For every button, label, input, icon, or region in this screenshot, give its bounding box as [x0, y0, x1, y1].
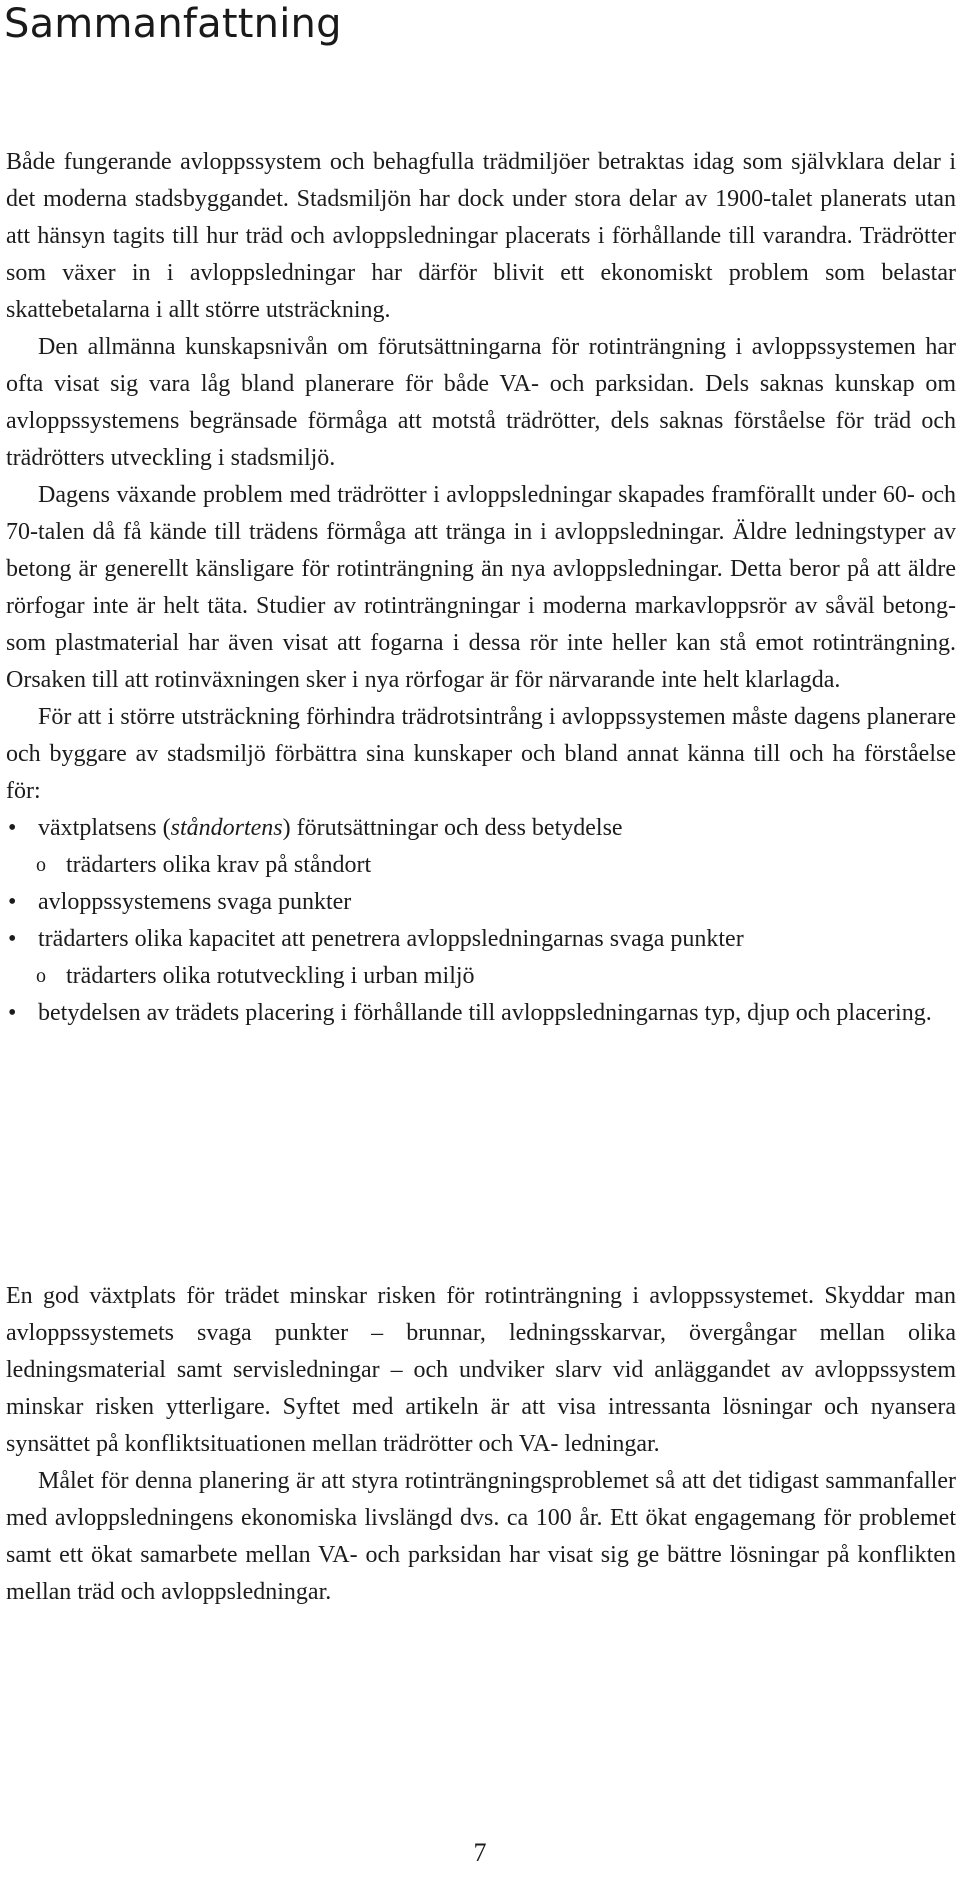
- paragraph-intro-4: För att i större utsträckning förhindra trädrotsintrång i avloppssystemen måste dagens planerare och byggare av stadsmiljö förbättra sina kunskaper och bland annat känna till och ha förståelse för:: [6, 704, 956, 804]
- sub-bullet-icon: o: [36, 965, 46, 987]
- conclusion-body: [6, 1278, 956, 1611]
- sub-list-item: [6, 958, 956, 995]
- paragraph-conclusion-2: Målet för denna planering är att styra rotinträngningsproblemet så att det tidigast sammanfaller med avloppsledningens ekonomiska livslängd dvs. ca 100 år. Ett ökat engagemang för problemet samt ett ökat samarbete mellan VA- och parksidan har visat sig ge bättre lösningar på konflikten mellan träd och avloppsledningar.: [6, 1468, 956, 1605]
- list-item: [6, 921, 956, 958]
- list-item-text: avloppssystemens svaga punkter: [38, 889, 352, 915]
- bullet-icon: •: [8, 889, 17, 915]
- summary-body: [6, 144, 956, 1032]
- sub-list-item-text: trädarters olika rotutveckling i urban miljö: [66, 963, 475, 989]
- page-title: Sammanfattning: [4, 1, 342, 47]
- paragraph-intro-1: Både fungerande avloppssystem och behagfulla trädmiljöer betraktas idag som självklara delar i det moderna stadsbyggandet. Stadsmiljön har dock under stora delar av 1900-talet planerats utan att hänsyn tagits till hur träd och avloppsledningar placerats i förhållande till varandra. Trädrötter som växer in i avloppsledningar har därför blivit ett ekonomiskt problem som belastar skattebetalarna i allt större utsträckning.: [6, 149, 956, 323]
- sub-bullet-icon: o: [36, 854, 46, 876]
- list-item-text-pre: växtplatsens (: [38, 815, 171, 841]
- list-item-text: betydelsen av trädets placering i förhållande till avloppsledningarnas typ, djup och placering.: [38, 1000, 932, 1026]
- list-item: [6, 810, 956, 847]
- paragraph-intro-3: Dagens växande problem med trädrötter i avloppsledningar skapades framförallt under 60- och 70-talen då få kände till trädens förmåga att tränga in i avloppsledningar. Äldre ledningstyper av betong är generellt känsligare för rotinträngning än nya avloppsledningar. Detta beror på att äldre rörfogar inte är helt täta. Studier av rotinträngningar i moderna markavloppsrör av såväl betong- som plastmaterial har även visat att fogarna i dessa rör inte heller kan stå emot rotinträngning. Orsaken till att rotinväxningen sker i nya rörfogar är för närvarande inte helt klarlagda.: [6, 482, 956, 693]
- list-item: [6, 884, 956, 921]
- sub-list-item-text: trädarters olika krav på ståndort: [66, 852, 372, 878]
- sub-list-item: [6, 847, 956, 884]
- bullet-icon: •: [8, 926, 17, 952]
- paragraph-intro-2: Den allmänna kunskapsnivån om förutsättningarna för rotinträngning i avloppssystemen har ofta visat sig vara låg bland planerare för både VA- och parksidan. Dels saknas kunskap om avloppssystemens begränsade förmåga att motstå trädrötter, dels saknas förståelse för träd och trädrötters utveckling i stadsmiljö.: [6, 334, 956, 471]
- paragraph-conclusion-1: En god växtplats för trädet minskar risken för rotinträngning i avloppssystemet. Skyddar man avloppssystemets svaga punkter – brunnar, ledningsskarvar, övergångar mellan olika ledningsmaterial samt servisledningar – och undviker slarv vid anläggandet av avloppssystem minskar risken ytterligare. Syftet med artikeln är att visa intressanta lösningar och nyansera synsättet på konfliktsituationen mellan trädrötter och VA- ledningar.: [6, 1283, 956, 1457]
- requirements-list: [6, 810, 956, 1032]
- list-item-text-post: ) förutsättningar och dess betydelse: [282, 815, 623, 841]
- list-item-text: trädarters olika kapacitet att penetrera avloppsledningarnas svaga punkter: [38, 926, 744, 952]
- list-item: [6, 995, 956, 1032]
- list-item-emphasis: ståndortens: [170, 815, 283, 841]
- page-number: 7: [473, 1838, 487, 1867]
- bullet-icon: •: [8, 815, 17, 841]
- bullet-icon: •: [8, 1000, 17, 1026]
